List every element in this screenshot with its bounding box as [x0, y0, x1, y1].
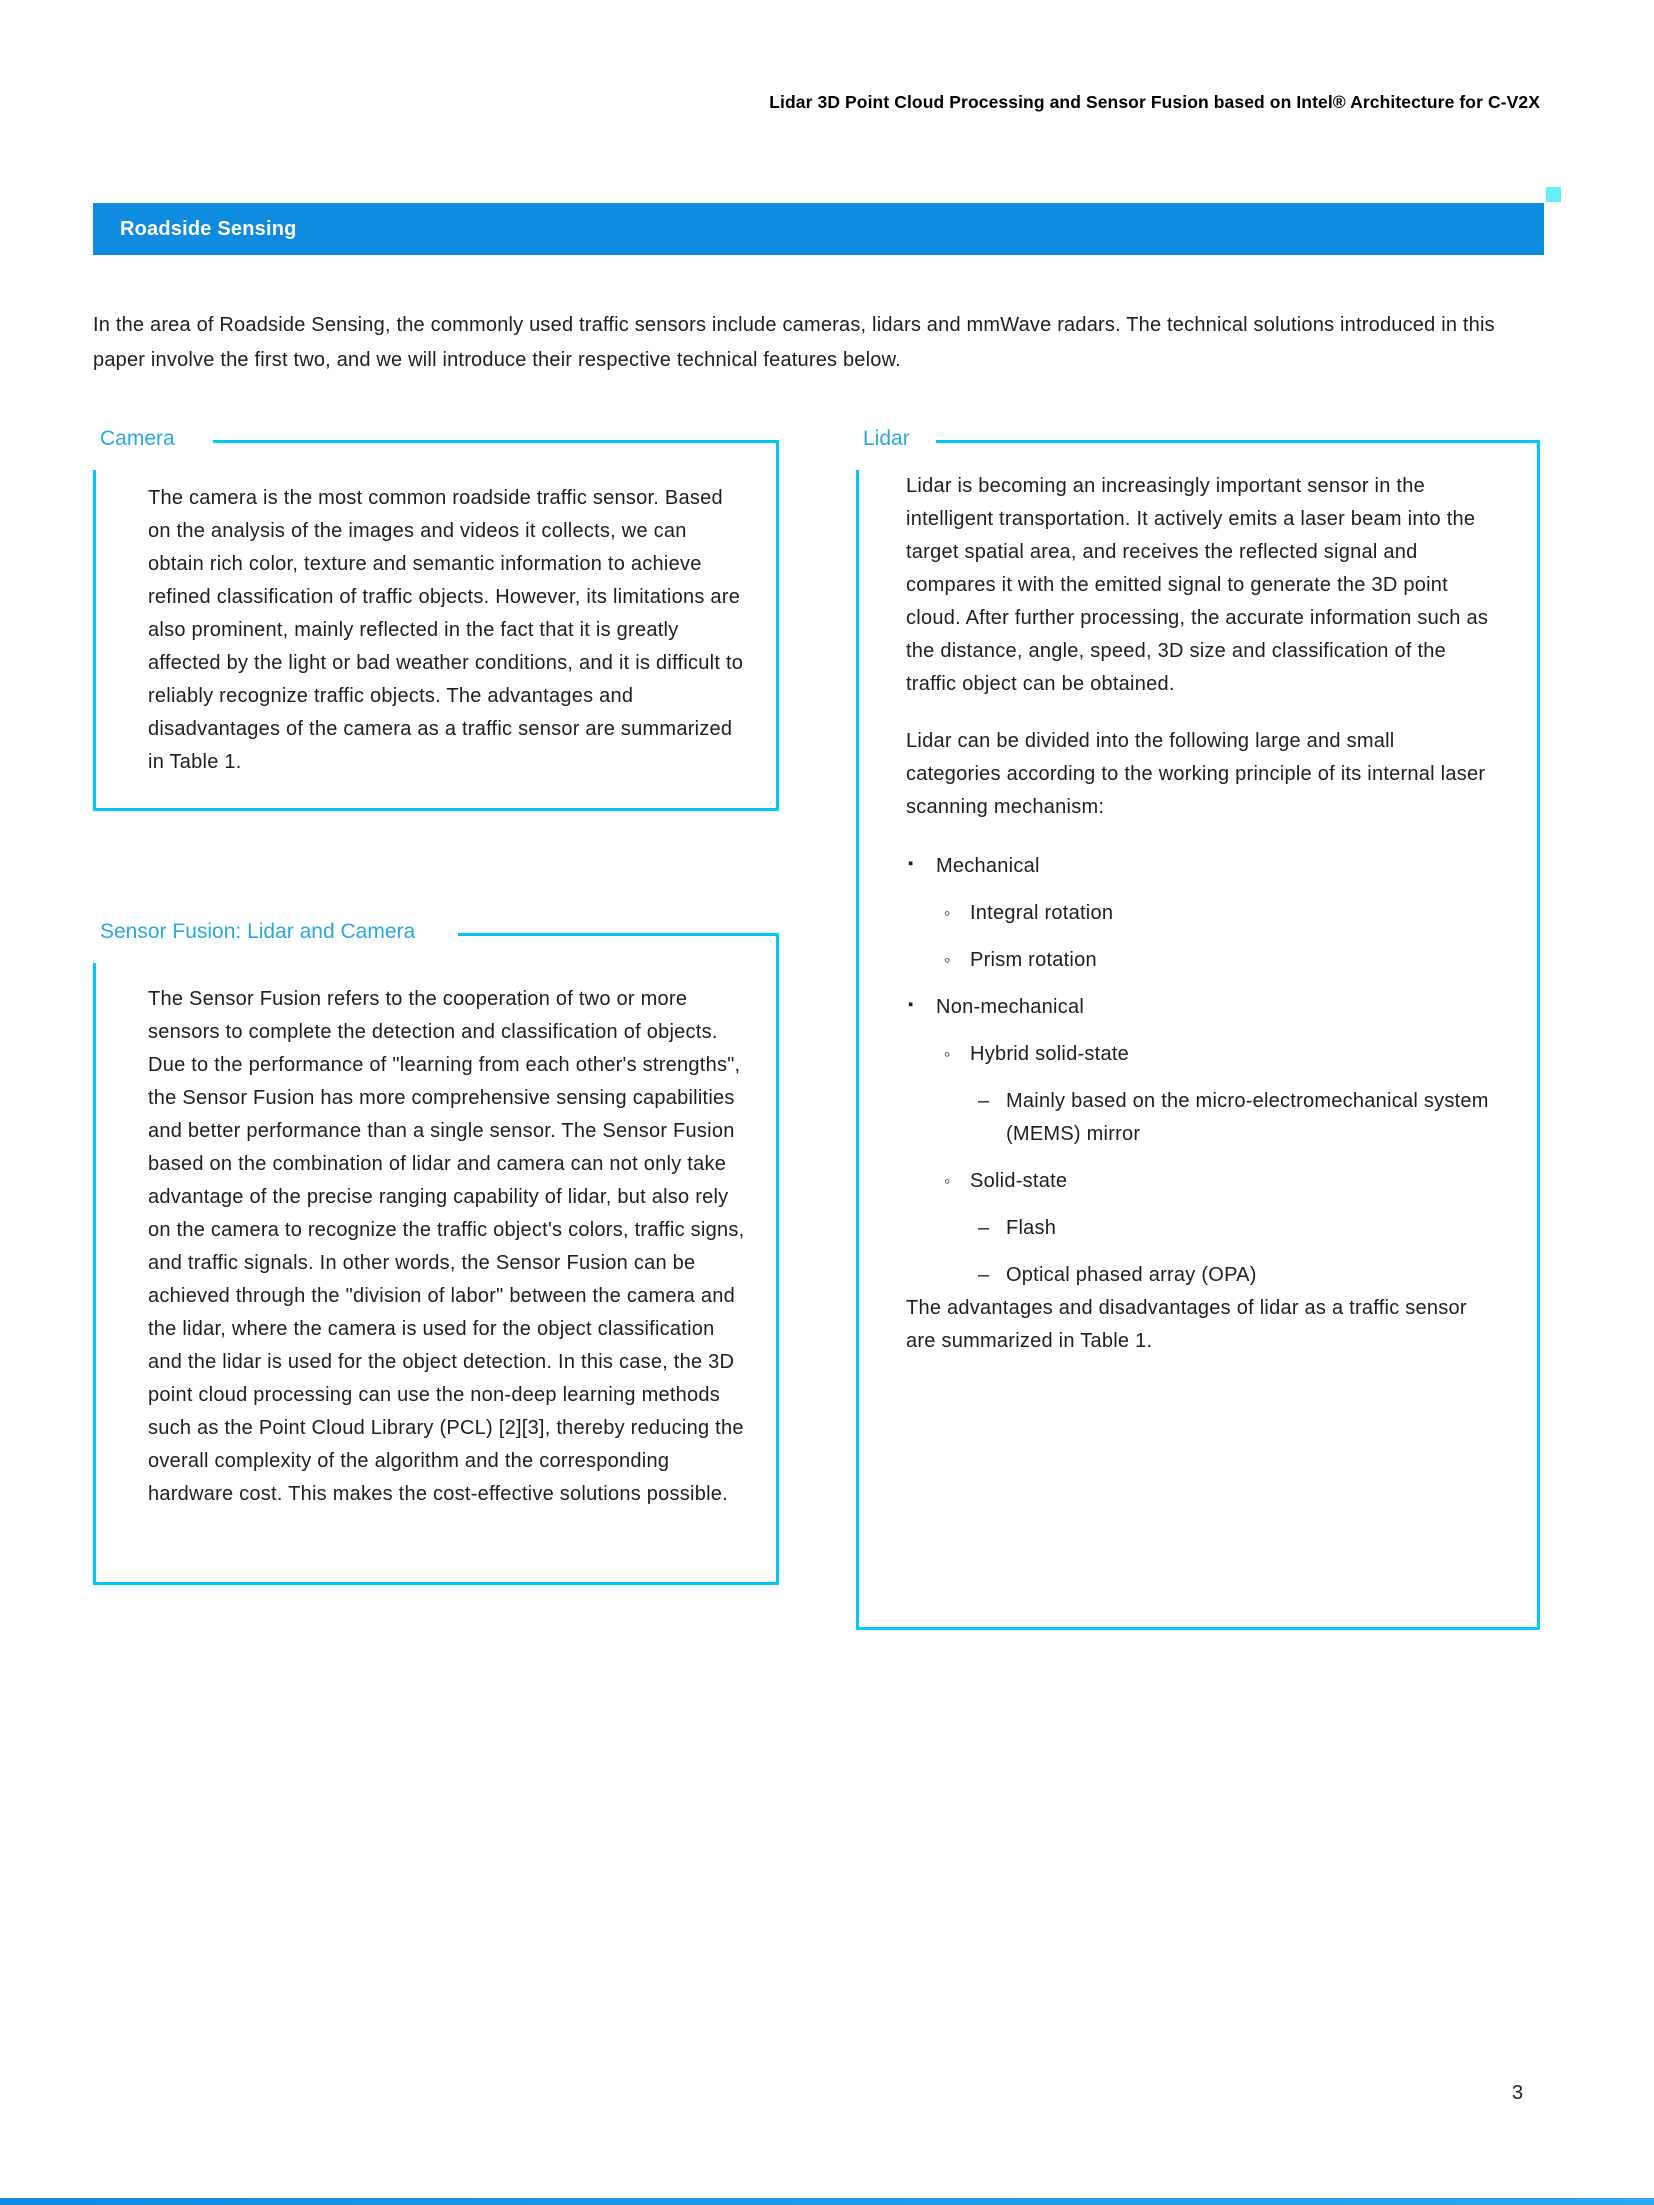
- list-item: [906, 991, 1495, 1024]
- bullet-circle-icon: ◦: [944, 1044, 951, 1064]
- list-item-label: Non-mechanical: [936, 996, 1085, 1018]
- list-item: [906, 944, 1495, 977]
- camera-section: [93, 427, 779, 811]
- camera-section-body: The camera is the most common roadside traffic sensor. Based on the analysis of the images and videos it collects, we can obtain rich color, texture and semantic information to achieve refined classification of traffic objects. However, its limitations are also prominent, mainly reflected in the fact that it is greatly affected by the light or bad weather conditions, and it is difficult to reliably recognize traffic objects. The advantages and disadvantages of the camera as a traffic sensor are summarized in Table 1.: [148, 487, 744, 773]
- footer-accent-bar: [0, 2198, 1654, 2205]
- list-item-label: Prism rotation: [970, 949, 1097, 971]
- lidar-section-title: Lidar: [863, 427, 922, 451]
- list-item: [906, 1038, 1495, 1071]
- list-item-label: Mainly based on the micro-electromechanical system (MEMS) mirror: [1006, 1090, 1489, 1145]
- list-item: [906, 1212, 1495, 1245]
- lidar-category-list: [906, 850, 1495, 1292]
- lidar-frame-bottom: [856, 1627, 1540, 1630]
- bullet-square-icon: ▪: [908, 855, 914, 872]
- lidar-section-body-wrap: [856, 440, 1540, 1358]
- list-item-label: Optical phased array (OPA): [1006, 1264, 1257, 1286]
- sensor-fusion-section-title: Sensor Fusion: Lidar and Camera: [100, 920, 427, 944]
- list-item-label: Hybrid solid-state: [970, 1043, 1130, 1065]
- list-item-label: Flash: [1006, 1217, 1057, 1239]
- camera-frame-bottom: [93, 808, 779, 811]
- bullet-circle-icon: ◦: [944, 1171, 951, 1191]
- sensor-fusion-section-body-wrap: [93, 933, 779, 1511]
- camera-section-title: Camera: [100, 427, 187, 451]
- sensor-fusion-section: [93, 920, 779, 1585]
- list-item: [906, 850, 1495, 883]
- list-item: [906, 1085, 1495, 1151]
- banner-label: Roadside Sensing: [120, 217, 297, 240]
- bullet-square-icon: ▪: [908, 996, 914, 1013]
- bullet-circle-icon: ◦: [944, 903, 951, 923]
- bullet-dash-icon: –: [978, 1264, 990, 1286]
- list-item-label: Mechanical: [936, 855, 1040, 877]
- document-header-title: Lidar 3D Point Cloud Processing and Sensor Fusion based on Intel® Architecture for C-V2X: [769, 92, 1540, 112]
- camera-section-body-wrap: [93, 440, 779, 779]
- list-item: [906, 1165, 1495, 1198]
- bullet-dash-icon: –: [978, 1217, 990, 1239]
- sensor-fusion-frame-bottom: [93, 1582, 779, 1585]
- page-number: 3: [1512, 2082, 1524, 2104]
- bullet-dash-icon: –: [978, 1090, 990, 1112]
- list-item-label: Solid-state: [970, 1170, 1068, 1192]
- list-item: [906, 897, 1495, 930]
- list-item: [906, 1259, 1495, 1292]
- lidar-paragraph-2: Lidar can be divided into the following large and small categories according to the working principle of its internal laser scanning mechanism:: [906, 730, 1486, 818]
- lidar-section: [856, 427, 1540, 1630]
- lidar-paragraph-1: Lidar is becoming an increasingly important sensor in the intelligent transportation. It actively emits a laser beam into the target spatial area, and receives the reflected signal and compares it with the emitted signal to generate the 3D point cloud. After further processing, the accurate information such as the distance, angle, speed, 3D size and classification of the traffic object can be obtained.: [906, 475, 1489, 695]
- lidar-closing-paragraph: The advantages and disadvantages of lidar as a traffic sensor are summarized in Table 1.: [906, 1297, 1467, 1352]
- accent-square-decoration: [1546, 187, 1561, 202]
- intro-paragraph: In the area of Roadside Sensing, the commonly used traffic sensors include cameras, lidars and mmWave radars. The technical solutions introduced in this paper involve the first two, and we will introduce their respective technical features below.: [93, 314, 1495, 371]
- sensor-fusion-section-body: The Sensor Fusion refers to the cooperation of two or more sensors to complete the detection and classification of objects. Due to the performance of "learning from each other's strengths", the Sensor Fusion has more comprehensive sensing capabilities and better performance than a single sensor. The Sensor Fusion based on the combination of lidar and camera can not only take advantage of the precise ranging capability of lidar, but also rely on the camera to recognize the traffic object's colors, traffic signs, and traffic signals. In other words, the Sensor Fusion can be achieved through the "division of labor" between the camera and the lidar, where the camera is used for the object classification and the lidar is used for the object detection. In this case, the 3D point cloud processing can use the non-deep learning methods such as the Point Cloud Library (PCL) [2][3], thereby reducing the overall complexity of the algorithm and the corresponding hardware cost. This makes the cost-effective solutions possible.: [148, 988, 745, 1505]
- roadside-sensing-banner: [93, 203, 1544, 255]
- bullet-circle-icon: ◦: [944, 950, 951, 970]
- list-item-label: Integral rotation: [970, 902, 1114, 924]
